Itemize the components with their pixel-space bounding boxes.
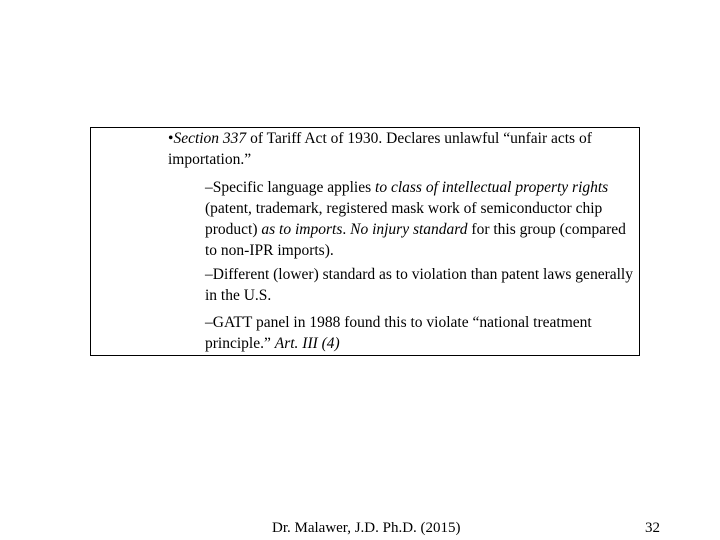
sub-point-text: Different (lower) standard as to violation than patent laws generally in the U.S. (205, 266, 633, 304)
sub-point-specific-language (205, 177, 635, 261)
dash-marker: – (205, 314, 213, 331)
sub-point-emphasis: to class of intellectual property rights (375, 179, 609, 196)
bullet-marker: • (168, 130, 174, 147)
sub-point-text: GATT panel in 1988 found this to violate “national treatment principle.” (205, 314, 592, 352)
main-bullet-point (168, 128, 638, 170)
article-reference: Art. III (4) (274, 335, 340, 352)
sub-point-text: . (342, 221, 351, 238)
page-number: 32 (645, 520, 660, 536)
main-point-text: of Tariff Act of 1930. Declares unlawful “unfair acts of importation.” (168, 130, 592, 168)
footer-author: Dr. Malawer, J.D. Ph.D. (2015) (272, 520, 461, 536)
sub-point-text: Specific language applies (212, 179, 376, 196)
sub-point-text: for this group (compared to non-IPR imports). (205, 221, 626, 259)
section-reference: Section 337 (173, 130, 247, 147)
sub-point-emphasis: as to imports (261, 221, 343, 238)
dash-marker: – (205, 266, 213, 283)
sub-point-different-standard (205, 264, 635, 306)
sub-point-gatt-panel (205, 312, 635, 354)
sub-point-emphasis: No injury standard (350, 221, 468, 238)
sub-point-text: (patent, trademark, registered mask work of semiconductor chip product) (205, 200, 603, 238)
dash-marker: – (205, 179, 213, 196)
